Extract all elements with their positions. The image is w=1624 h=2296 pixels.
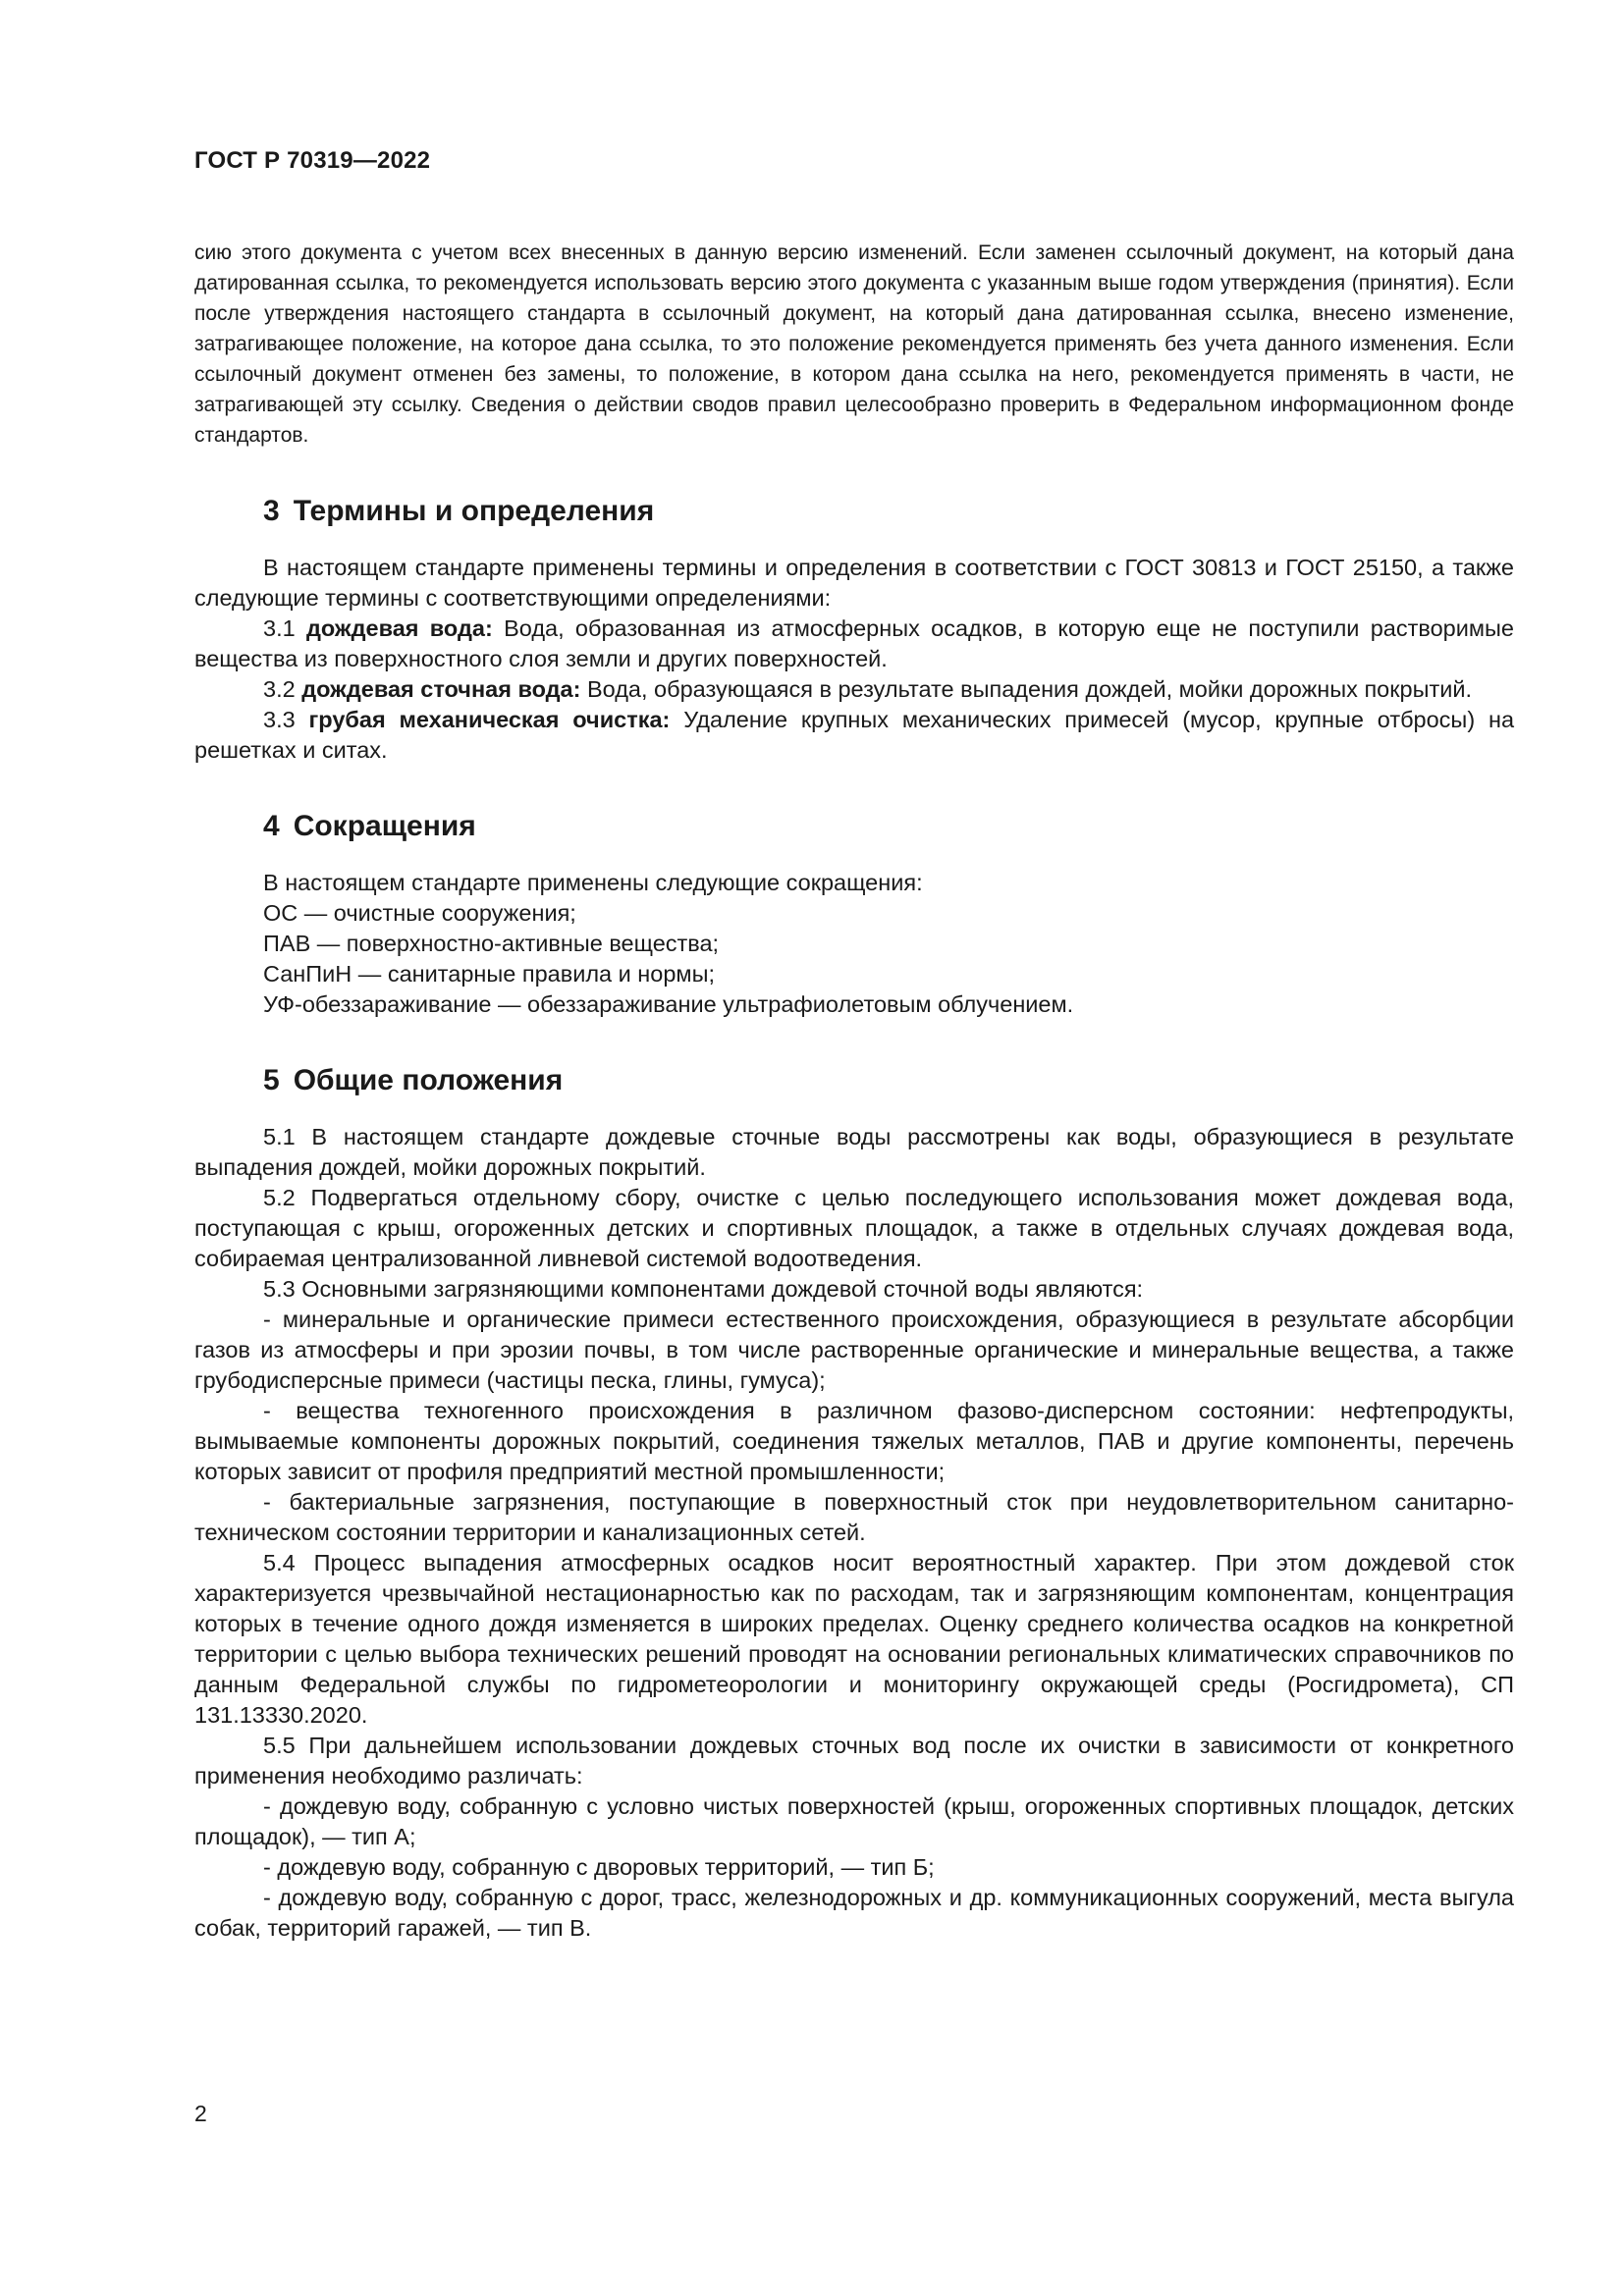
section-5-paragraph: - дождевую воду, собранную с дорог, трасс, железнодорожных и др. коммуникационных сооружений, места выгула собак, территорий гаражей, — тип В. xyxy=(194,1885,1514,1941)
section-5-paragraph: - бактериальные загрязнения, поступающие в поверхностный сток при неудовлетворительном санитарно-техническом состоянии территории и канализационных сетей. xyxy=(194,1489,1514,1545)
section-5-number: 5 xyxy=(263,1064,280,1096)
section-3-number: 3 xyxy=(263,495,280,527)
document-header: ГОСТ Р 70319—2022 xyxy=(194,147,431,174)
section-5-paragraph: 5.1 В настоящем стандарте дождевые сточные воды рассмотрены как воды, образующиеся в результате выпадения дождей, мойки дорожных покрытий. xyxy=(194,1124,1514,1180)
term-3-2 xyxy=(194,674,1514,705)
term-3-1 xyxy=(194,614,1514,674)
intro-paragraph: сию этого документа с учетом всех внесенных в данную версию изменений. Если заменен ссылочный документ, на который дана датированная ссылка, то рекомендуется использовать версию этого документа с указанным выше годом утверждения (принятия). Если после утверждения настоящего стандарта в ссылочный документ, на который дана датированная ссылка, внесено изменение, затрагивающее положение, на которое дана ссылка, то это положение рекомендуется применять без учета данного изменения. Если ссылочный документ отменен без замены, то положение, в котором дана ссылка на него, рекомендуется применять в части, не затрагивающей эту ссылку. Сведения о действии сводов правил целесообразно проверить в Федеральном информационном фонде стандартов. xyxy=(194,241,1514,447)
term-3-3 xyxy=(194,705,1514,766)
term-name: дождевая сточная вода: xyxy=(301,676,581,702)
abbreviation-item: УФ-обеззараживание — обеззараживание ультрафиолетовым облучением. xyxy=(263,991,1074,1017)
abbreviation-item: ПАВ — поверхностно-активные вещества; xyxy=(263,931,720,956)
term-name: грубая механическая очистка: xyxy=(308,707,671,732)
abbreviation-item: ОС — очистные сооружения; xyxy=(263,900,576,926)
section-5-paragraph: - минеральные и органические примеси естественного происхождения, образующиеся в результате абсорбции газов из атмосферы и при эрозии почвы, в том числе растворенные органические и минеральные вещества, а также грубодисперсные примеси (частицы песка, глины, гумуса); xyxy=(194,1307,1514,1393)
section-5-paragraph: - дождевую воду, собранную с дворовых территорий, — тип Б; xyxy=(263,1854,935,1880)
section-5-paragraph: - вещества техногенного происхождения в различном фазово-дисперсном состоянии: нефтепродукты, вымываемые компоненты дорожных покрытий, соединения тяжелых металлов, ПАВ и другие компоненты, перечень которых зависит от профиля предприятий местной промышленности; xyxy=(194,1398,1514,1484)
term-name: дождевая вода: xyxy=(305,615,493,641)
document-page xyxy=(194,147,1514,1944)
term-definition: Вода, образованная из атмосферных осадков, в которую еще не поступили растворимые вещества из поверхностного слоя земли и других поверхностей. xyxy=(194,615,1514,671)
page-number: 2 xyxy=(194,2101,207,2126)
section-5-paragraph: 5.4 Процесс выпадения атмосферных осадков носит вероятностный характер. При этом дождевой сток характеризуется чрезвычайной нестационарностью как по расходам, так и загрязняющим компонентам, концентрация которых в течение одного дождя изменяется в широких пределах. Оценку среднего количества осадков на конкретной территории с целью выбора технических решений проводят на основании региональных климатических справочников по данным Федеральной службы по гидрометеорологии и мониторингу окружающей среды (Росгидромета), СП 131.13330.2020. xyxy=(194,1550,1514,1728)
term-number: 3.3 xyxy=(263,707,296,732)
section-4-intro: В настоящем стандарте применены следующие сокращения: xyxy=(263,870,923,895)
section-5-paragraph: 5.5 При дальнейшем использовании дождевых сточных вод после их очистки в зависимости от конкретного применения необходимо различать: xyxy=(194,1733,1514,1789)
section-5-paragraph: 5.2 Подвергаться отдельному сбору, очистке с целью последующего использования может дождевая вода, поступающая с крыш, огороженных детских и спортивных площадок, а также в отдельных случаях дождевая вода, собираемая централизованной ливневой системой водоотведения. xyxy=(194,1185,1514,1271)
section-3-intro: В настоящем стандарте применены термины и определения в соответствии с ГОСТ 30813 и ГОСТ 25150, а также следующие термины с соответствующими определениями: xyxy=(194,555,1514,611)
term-number: 3.1 xyxy=(263,615,296,641)
term-definition: Удаление крупных механических примесей (мусор, крупные отбросы) на решетках и ситах. xyxy=(194,707,1515,763)
section-4-heading xyxy=(263,809,1514,844)
section-5-heading xyxy=(263,1063,1514,1098)
term-definition: Вода, образующаяся в результате выпадения дождей, мойки дорожных покрытий. xyxy=(586,676,1473,702)
section-3-heading xyxy=(263,494,1514,529)
term-number: 3.2 xyxy=(263,676,296,702)
section-4-title: Сокращения xyxy=(293,810,476,842)
abbreviation-item: СанПиН — санитарные правила и нормы; xyxy=(263,961,715,987)
section-3-title: Термины и определения xyxy=(293,495,655,527)
section-5-title: Общие положения xyxy=(293,1064,564,1096)
section-5-paragraph: - дождевую воду, собранную с условно чистых поверхностей (крыш, огороженных спортивных площадок, детских площадок), — тип А; xyxy=(194,1793,1514,1849)
section-4-number: 4 xyxy=(263,810,280,842)
section-5-paragraph: 5.3 Основными загрязняющими компонентами дождевой сточной воды являются: xyxy=(263,1276,1144,1302)
